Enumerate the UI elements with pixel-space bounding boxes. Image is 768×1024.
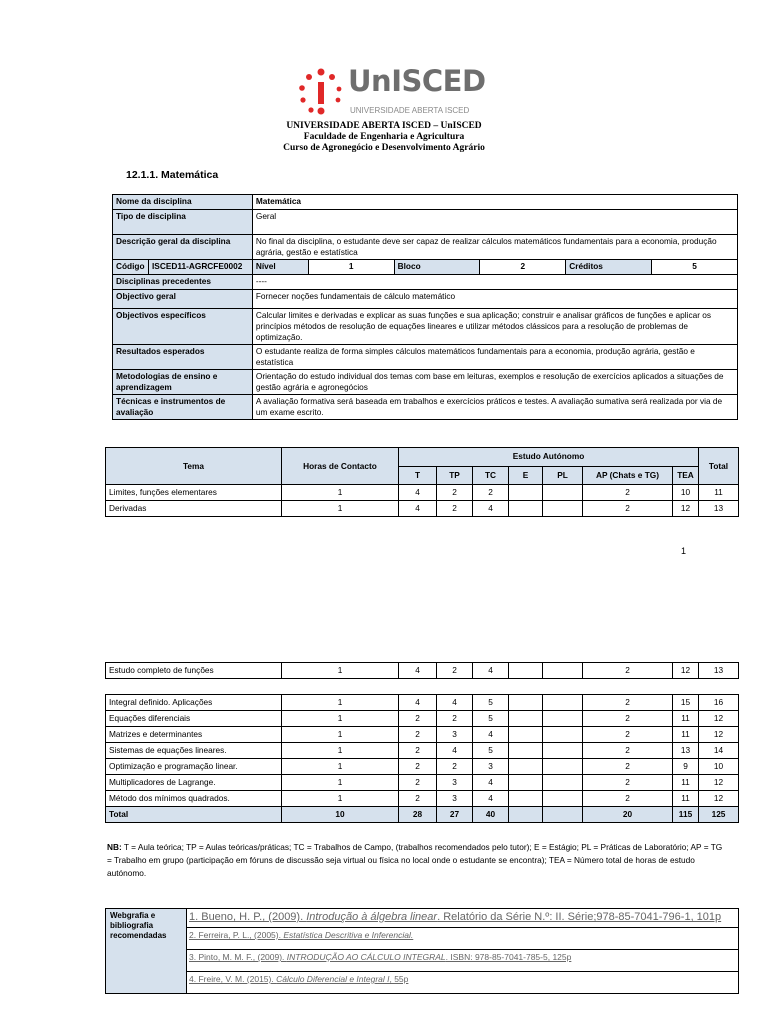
col-ap: AP (Chats e TG) — [583, 466, 673, 485]
row-cell: 12 — [673, 663, 699, 679]
reference-1: 1. Bueno, H. P., (2009). Introdução à álgebra linear. Relatório da Série N.º: II. Série;978-85-7041-796-1, 101p — [187, 909, 739, 928]
row-cell: 3 — [437, 775, 473, 791]
row-cell: 1 — [282, 485, 399, 501]
row-cell: 2 — [399, 791, 437, 807]
unisced-logo — [296, 64, 486, 122]
row-cell: 2 — [583, 695, 673, 711]
table-row — [106, 775, 739, 791]
row-cell: 4 — [399, 663, 437, 679]
row-cell: 4 — [399, 501, 437, 517]
total-row — [106, 807, 739, 823]
nb-text: T = Aula teórica; TP = Aulas teóricas/práticas; TC = Trabalhos de Campo, (trabalhos recomendados pelo tutor); E = Estágio; PL = Práticas de Laboratório; AP = TG = Trabalho em grupo (participação em fóruns de discussão seja virtual ou física no local onde o estudante se encontra); TEA = Número total de horas de estudo autónomo. — [107, 842, 723, 878]
row-cell: 2 — [583, 791, 673, 807]
row-cell — [509, 695, 543, 711]
table-row — [106, 485, 739, 501]
row-cell — [509, 485, 543, 501]
row-cell: 1 — [282, 711, 399, 727]
nome-label: Nome da disciplina — [113, 195, 253, 210]
row-cell: 2 — [473, 485, 509, 501]
obj-esp-label: Objectivos específicos — [113, 309, 253, 345]
row-cell: 2 — [437, 759, 473, 775]
row-cell: 2 — [583, 501, 673, 517]
row-cell: 1 — [282, 663, 399, 679]
row-cell: 4 — [473, 775, 509, 791]
nome-value: Matemática — [252, 195, 737, 210]
row-cell: 11 — [673, 711, 699, 727]
reference-2: 2. Ferreira, P. L., (2005). Estatística Descritiva e Inferencial. — [187, 928, 739, 950]
row-cell: 4 — [473, 791, 509, 807]
row-cell: 2 — [399, 775, 437, 791]
hours-table — [105, 447, 739, 517]
table-row — [106, 759, 739, 775]
codigo-label: Código — [113, 260, 149, 275]
total-cell: 20 — [583, 807, 673, 823]
col-tea: TEA — [673, 466, 699, 485]
row-cell: 4 — [473, 727, 509, 743]
row-cell: 2 — [583, 743, 673, 759]
row-cell: 14 — [699, 743, 739, 759]
resultados-value: O estudante realiza de forma simples cálculos matemáticos fundamentais para a economia, produção agrária, gestão e estatística — [252, 345, 737, 370]
table-row — [106, 743, 739, 759]
row-cell — [509, 743, 543, 759]
row-cell — [509, 775, 543, 791]
metodologias-label: Metodologias de ensino e aprendizagem — [113, 370, 253, 395]
row-tema: Equações diferenciais — [106, 711, 282, 727]
row-cell — [509, 663, 543, 679]
row-cell: 11 — [673, 791, 699, 807]
row-cell: 1 — [282, 501, 399, 517]
logo-name: UnISCED — [348, 64, 486, 98]
total-cell — [509, 807, 543, 823]
row-cell: 12 — [699, 711, 739, 727]
references-label: Webgrafia e bibliografia recomendadas — [106, 909, 187, 994]
metodologias-value: Orientação do estudo individual dos temas com base em leituras, exemplos e resolução de exercícios aplicados a situações de gestão agrária e agronegócios — [252, 370, 737, 395]
table-row — [106, 695, 739, 711]
row-cell: 2 — [437, 485, 473, 501]
row-cell — [543, 759, 583, 775]
row-cell — [543, 501, 583, 517]
col-pl: PL — [543, 466, 583, 485]
row-cell: 5 — [473, 695, 509, 711]
tecnicas-value: A avaliação formativa será baseada em trabalhos e exercícios práticos e testes. A avaliação sumativa será realizada por via de um exame escrito. — [252, 395, 737, 420]
logo-dots-icon — [296, 68, 346, 118]
row-cell: 12 — [673, 501, 699, 517]
row-cell: 3 — [473, 759, 509, 775]
row-cell: 11 — [673, 775, 699, 791]
creditos-value: 5 — [652, 260, 738, 275]
row-cell: 4 — [437, 743, 473, 759]
table-row — [106, 663, 739, 679]
row-cell: 13 — [699, 501, 739, 517]
row-cell: 2 — [583, 711, 673, 727]
row-cell: 2 — [399, 743, 437, 759]
row-cell: 4 — [437, 695, 473, 711]
row-cell: 1 — [282, 727, 399, 743]
total-cell — [543, 807, 583, 823]
row-cell: 2 — [583, 759, 673, 775]
logo-subtitle: UNIVERSIDADE ABERTA ISCED — [350, 106, 470, 115]
nivel-value: 1 — [308, 260, 394, 275]
row-cell — [509, 759, 543, 775]
descricao-value: No final da disciplina, o estudante deve ser capaz de realizar cálculos matemáticos fundamentais para a economia, produção agrária, gestão e estatística — [252, 235, 737, 260]
nb-label: NB: — [107, 842, 122, 852]
total-cell: 40 — [473, 807, 509, 823]
tipo-label: Tipo de disciplina — [113, 210, 253, 235]
row-cell: 1 — [282, 791, 399, 807]
codigo-value: ISCED11-AGRCFE0002 — [148, 260, 252, 275]
row-cell: 1 — [282, 695, 399, 711]
row-cell: 13 — [673, 743, 699, 759]
col-horas-contacto: Horas de Contacto — [282, 448, 399, 485]
row-cell: 2 — [399, 759, 437, 775]
total-cell: 125 — [699, 807, 739, 823]
total-cell: 115 — [673, 807, 699, 823]
col-e: E — [509, 466, 543, 485]
faculty-name: Faculdade de Engenharia e Agricultura — [303, 132, 465, 142]
col-t: T — [399, 466, 437, 485]
row-cell: 2 — [437, 711, 473, 727]
resultados-label: Resultados esperados — [113, 345, 253, 370]
row-cell — [509, 727, 543, 743]
row-cell: 3 — [437, 727, 473, 743]
row-cell: 12 — [699, 727, 739, 743]
col-tema: Tema — [106, 448, 282, 485]
row-tema: Optimização e programação linear. — [106, 759, 282, 775]
row-cell: 11 — [673, 727, 699, 743]
row-tema: Estudo completo de funções — [106, 663, 282, 679]
row-cell: 2 — [583, 485, 673, 501]
obj-geral-label: Objectivo geral — [113, 290, 253, 309]
col-estudo-autonomo: Estudo Autónomo — [399, 448, 699, 467]
table-row — [106, 501, 739, 517]
row-cell: 15 — [673, 695, 699, 711]
row-cell: 11 — [699, 485, 739, 501]
references-table — [105, 908, 739, 994]
row-cell: 2 — [437, 663, 473, 679]
tipo-value: Geral — [252, 210, 737, 235]
row-cell: 5 — [473, 743, 509, 759]
row-cell — [543, 727, 583, 743]
hours-table-continued — [105, 662, 739, 679]
row-cell — [509, 501, 543, 517]
col-tc: TC — [473, 466, 509, 485]
row-cell: 5 — [473, 711, 509, 727]
row-tema: Derivadas — [106, 501, 282, 517]
discipline-info-table — [112, 194, 738, 420]
nb-note — [107, 841, 727, 880]
row-cell — [543, 485, 583, 501]
row-cell: 2 — [583, 663, 673, 679]
row-cell — [543, 711, 583, 727]
reference-3: 3. Pinto, M. M. F., (2009). INTRODUÇÃO AO CÁLCULO INTEGRAL. ISBN: 978-85-7041-785-5, 125p — [187, 950, 739, 972]
row-cell: 2 — [437, 501, 473, 517]
obj-esp-value: Calcular limites e derivadas e explicar as suas funções e sua aplicação; construir e analisar gráficos de funções e aplicar os princípios métodos de resolução de equações lineares e utilizar métodos clássicos para a resolução de problemas de optimização. — [252, 309, 737, 345]
row-cell — [509, 791, 543, 807]
precedentes-label: Disciplinas precedentes — [113, 275, 253, 290]
row-cell — [543, 791, 583, 807]
row-cell: 1 — [282, 759, 399, 775]
row-cell: 2 — [583, 775, 673, 791]
course-name: Curso de Agronegócio e Desenvolvimento Agrário — [283, 143, 485, 153]
row-cell: 10 — [699, 759, 739, 775]
row-tema: Multiplicadores de Lagrange. — [106, 775, 282, 791]
row-cell: 4 — [399, 485, 437, 501]
row-cell — [543, 663, 583, 679]
row-tema: Limites, funções elementares — [106, 485, 282, 501]
row-cell: 4 — [473, 501, 509, 517]
col-total: Total — [699, 448, 739, 485]
row-cell: 12 — [699, 791, 739, 807]
page-number: 1 — [681, 546, 687, 556]
row-cell: 4 — [399, 695, 437, 711]
row-tema: Sistemas de equações lineares. — [106, 743, 282, 759]
bloco-label: Bloco — [394, 260, 480, 275]
row-cell — [543, 695, 583, 711]
descricao-label: Descrição geral da disciplina — [113, 235, 253, 260]
nivel-label: Nível — [252, 260, 308, 275]
row-cell: 2 — [583, 727, 673, 743]
col-tp: TP — [437, 466, 473, 485]
row-cell — [543, 743, 583, 759]
row-cell: 4 — [473, 663, 509, 679]
obj-geral-value: Fornecer noções fundamentais de cálculo matemático — [252, 290, 737, 309]
university-name: UNIVERSIDADE ABERTA ISCED – UnISCED — [286, 121, 482, 131]
total-cell: 10 — [282, 807, 399, 823]
section-title: 12.1.1. Matemática — [126, 169, 219, 181]
hours-table-continued-2 — [105, 694, 739, 823]
row-tema: Método dos mínimos quadrados. — [106, 791, 282, 807]
row-cell — [543, 775, 583, 791]
table-row — [106, 711, 739, 727]
creditos-label: Créditos — [566, 260, 652, 275]
total-cell: 28 — [399, 807, 437, 823]
row-cell: 2 — [399, 727, 437, 743]
row-tema: Matrizes e determinantes — [106, 727, 282, 743]
bloco-value: 2 — [480, 260, 566, 275]
row-cell: 2 — [399, 711, 437, 727]
tecnicas-label: Técnicas e instrumentos de avaliação — [113, 395, 253, 420]
row-cell: 12 — [699, 775, 739, 791]
row-cell: 3 — [437, 791, 473, 807]
row-cell: 13 — [699, 663, 739, 679]
row-cell — [509, 711, 543, 727]
table-row — [106, 727, 739, 743]
total-cell: 27 — [437, 807, 473, 823]
reference-4: 4. Freire, V. M. (2015). Cálculo Diferencial e Integral I, 55p — [187, 972, 739, 994]
row-cell: 1 — [282, 775, 399, 791]
row-cell: 16 — [699, 695, 739, 711]
precedentes-value: ---- — [252, 275, 737, 290]
row-tema: Integral definido. Aplicações — [106, 695, 282, 711]
row-cell: 9 — [673, 759, 699, 775]
row-cell: 10 — [673, 485, 699, 501]
row-cell: 1 — [282, 743, 399, 759]
total-label: Total — [106, 807, 282, 823]
table-row — [106, 791, 739, 807]
